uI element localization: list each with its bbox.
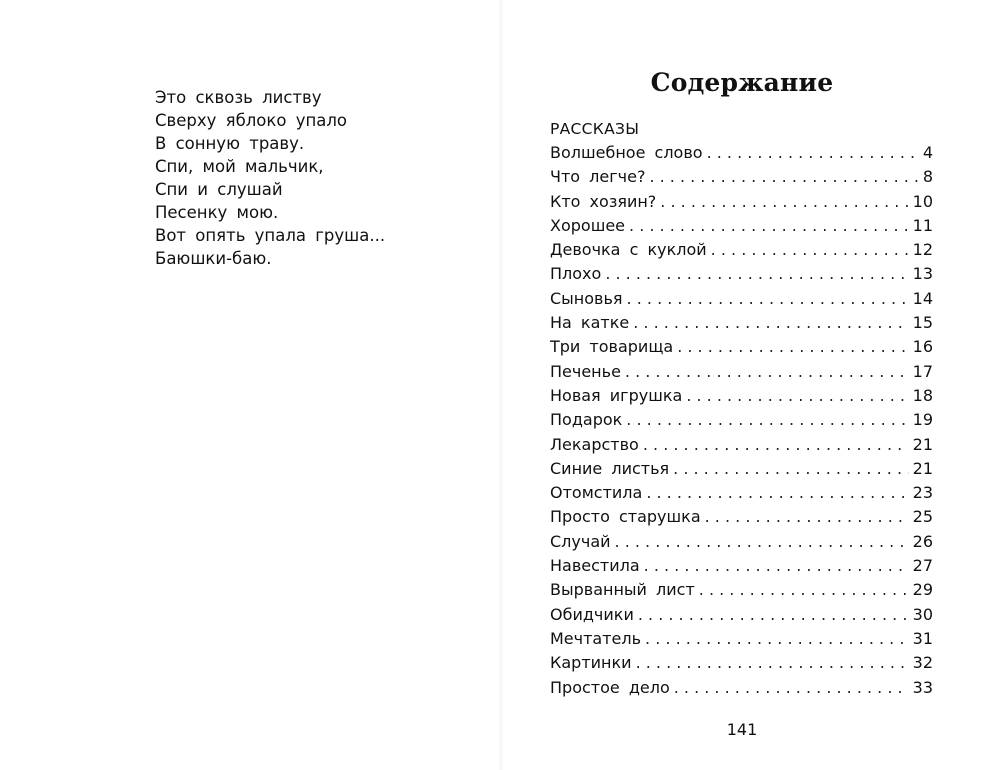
toc-entry-title: Кто хозяин? <box>550 191 657 211</box>
toc-entry-title: Волшебное слово <box>550 143 703 162</box>
toc-entry <box>550 165 933 189</box>
toc-entry-title: Простое дело <box>550 677 670 697</box>
toc-entry-page: 14 <box>912 288 933 308</box>
toc-dot-leader <box>695 578 909 602</box>
toc-entry <box>550 433 933 457</box>
toc-entry-page: 11 <box>912 215 933 235</box>
toc-entry-page: 10 <box>912 191 933 211</box>
toc-dot-leader <box>669 457 908 481</box>
toc-entry <box>550 554 933 578</box>
toc-entry-page: 31 <box>912 628 933 648</box>
toc-entry-page: 25 <box>912 507 933 527</box>
page-number: 141 <box>726 720 758 739</box>
poem-line: Это сквозь листву <box>155 88 322 107</box>
toc-dot-leader <box>642 481 908 505</box>
toc-dot-leader <box>632 651 909 675</box>
toc-entry-page: 8 <box>922 167 933 187</box>
poem-line: Вот опять упала груша... <box>155 226 386 245</box>
toc-entry-title: Случай <box>550 531 611 551</box>
toc-entry-page: 30 <box>912 604 933 624</box>
toc-entry-page: 13 <box>912 264 933 284</box>
toc-entry-title: Что легче? <box>550 167 646 187</box>
toc-entry-title: Синие листья <box>550 458 670 478</box>
toc-entry-page: 15 <box>912 313 933 333</box>
poem-line: Спи и слушай <box>155 180 283 199</box>
toc-entry-page: 21 <box>912 434 933 454</box>
toc-entry <box>550 457 933 481</box>
toc-entry <box>550 360 933 384</box>
toc-dot-leader <box>623 287 909 311</box>
toc-entry <box>550 408 933 432</box>
toc-entry-title: Девочка с куклой <box>550 240 707 260</box>
toc-entry-page: 12 <box>912 240 933 260</box>
toc-entry-title: Отомстила <box>550 483 643 503</box>
toc-dot-leader <box>634 603 909 627</box>
toc-entry <box>550 676 933 700</box>
toc-entry <box>550 238 933 262</box>
toc-dot-leader <box>703 141 919 165</box>
toc-entry-title: Лекарство <box>550 434 639 454</box>
toc-dot-leader <box>673 335 908 359</box>
toc-entry-page: 27 <box>912 556 933 576</box>
toc-dot-leader <box>601 262 908 286</box>
toc-entry-page: 32 <box>912 653 933 673</box>
toc-entry <box>550 603 933 627</box>
toc-entry-title: Навестила <box>550 556 640 576</box>
toc-dot-leader <box>670 676 909 700</box>
toc-dot-leader <box>707 238 909 262</box>
toc-entry-page: 29 <box>912 580 933 600</box>
poem-line: Песенку мою. <box>155 203 279 222</box>
toc-entry-page: 33 <box>912 677 933 697</box>
toc-entry-title: Мечтатель <box>550 628 642 648</box>
toc-entry <box>550 335 933 359</box>
poem-line: Баюшки-баю. <box>155 249 272 268</box>
toc-entry-title: Картинки <box>550 653 632 673</box>
toc-entry-title: Новая игрушка <box>550 385 683 405</box>
toc-entry-page: 4 <box>922 143 933 162</box>
toc-dot-leader <box>621 360 909 384</box>
toc-dot-leader <box>640 554 909 578</box>
toc-entry-page: 23 <box>912 483 933 503</box>
poem-line: В сонную траву. <box>155 134 305 153</box>
toc-dot-leader <box>656 190 908 214</box>
book-gutter <box>498 0 504 770</box>
toc-entry-page: 19 <box>912 410 933 430</box>
toc-entry-page: 21 <box>912 458 933 478</box>
toc-entry-title: Сыновья <box>550 288 623 308</box>
toc-entry-title: Три товарища <box>550 337 674 357</box>
toc-dot-leader <box>625 214 909 238</box>
toc-entry-page: 17 <box>912 361 933 381</box>
toc-entry <box>550 627 933 651</box>
toc-entry-title: Подарок <box>550 410 623 430</box>
toc-dot-leader <box>645 165 918 189</box>
poem-line: Спи, мой мальчик, <box>155 157 324 176</box>
toc-entry <box>550 190 933 214</box>
toc-entry <box>550 384 933 408</box>
toc-dot-leader <box>639 433 909 457</box>
toc-entry-title: Печенье <box>550 361 621 381</box>
toc-entry-page: 18 <box>912 385 933 405</box>
toc-entry-page: 16 <box>912 337 933 357</box>
toc-dot-leader <box>629 311 908 335</box>
toc-entry-title: Вырванный лист <box>550 580 695 600</box>
toc-entry <box>550 311 933 335</box>
toc-entry-page: 26 <box>912 531 933 551</box>
toc-entry-title: Плохо <box>550 264 602 284</box>
toc-entry <box>550 578 933 602</box>
toc-entry <box>550 505 933 529</box>
toc-entry <box>550 262 933 286</box>
toc-title: Содержание <box>650 68 834 97</box>
toc-dot-leader <box>622 408 908 432</box>
toc-entry <box>550 214 933 238</box>
toc-entry <box>550 651 933 675</box>
toc-entry <box>550 141 933 165</box>
toc-entry <box>550 481 933 505</box>
toc-dot-leader <box>641 627 909 651</box>
toc-dot-leader <box>682 384 908 408</box>
toc-section-heading: РАССКАЗЫ <box>550 120 640 138</box>
toc-entry-title: На катке <box>550 313 630 333</box>
toc-entry-title: Просто старушка <box>550 507 701 527</box>
poem-line: Сверху яблоко упало <box>155 111 347 130</box>
toc-entry <box>550 530 933 554</box>
toc-entry-title: Хорошее <box>550 215 626 235</box>
toc-list <box>550 141 933 700</box>
toc-dot-leader <box>701 505 909 529</box>
toc-dot-leader <box>611 530 909 554</box>
poem <box>155 86 455 270</box>
toc-entry-title: Обидчики <box>550 604 634 624</box>
toc-entry <box>550 287 933 311</box>
